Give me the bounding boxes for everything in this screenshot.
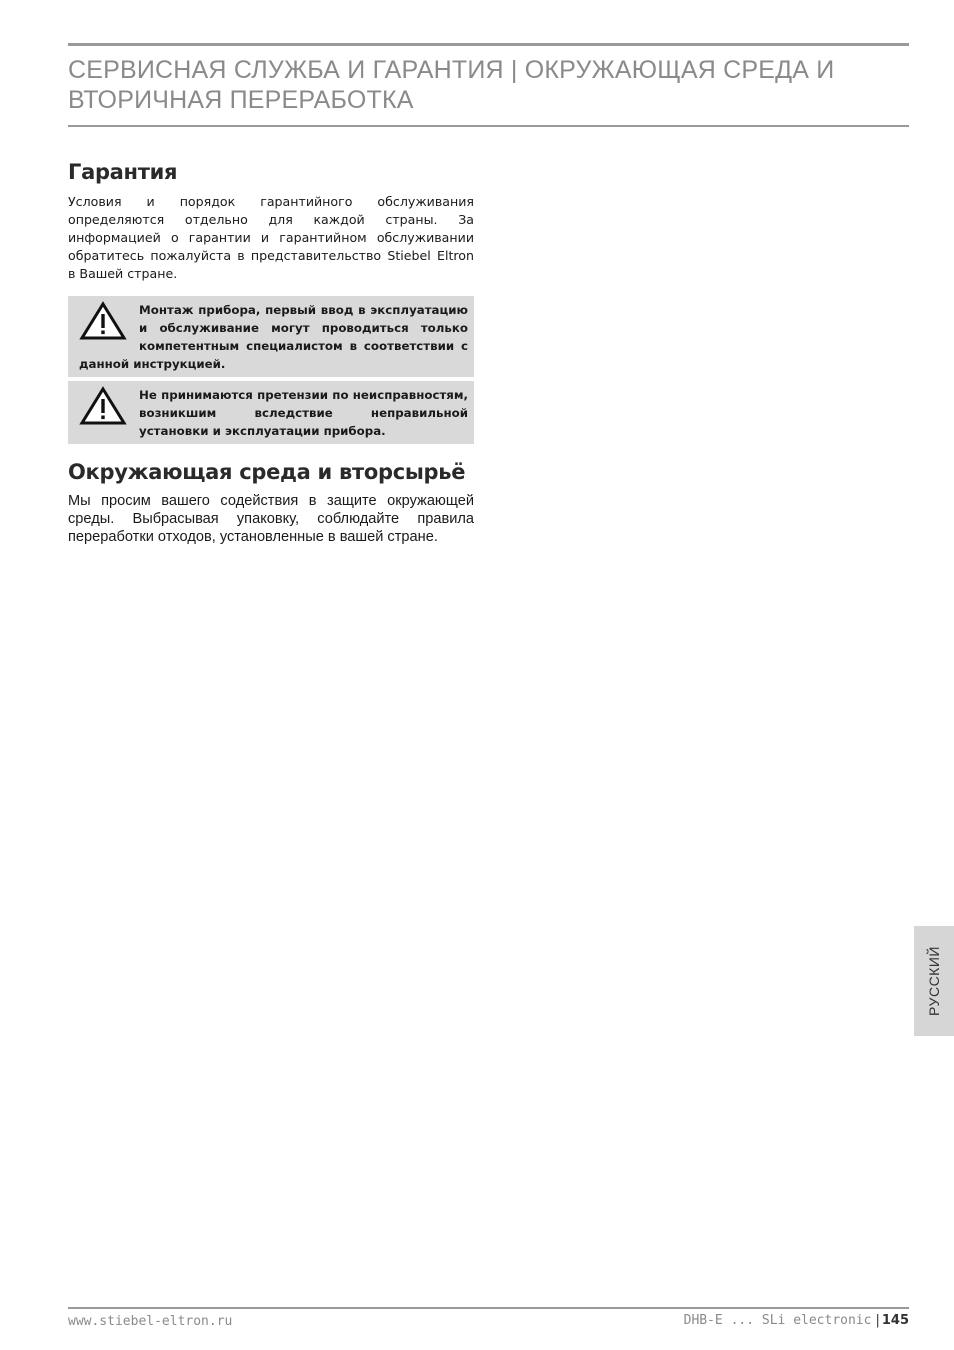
language-tab[interactable] <box>914 926 954 1036</box>
warranty-section <box>68 160 474 283</box>
footer-separator: | <box>875 1313 880 1328</box>
language-tab-label: РУССКИЙ <box>926 946 942 1016</box>
warning-text-installation: Монтаж прибора, первый ввод в эксплуатацию и обслуживание могут проводиться только компетентным специалистом в соответствии с данной инструкцией. <box>79 303 468 371</box>
header-top-rule <box>68 43 909 46</box>
footer-rule <box>68 1307 909 1309</box>
footer-model-page <box>684 1313 909 1328</box>
warning-triangle-icon <box>79 386 127 426</box>
warranty-text: Условия и порядок гарантийного обслуживания определяются отдельно для каждой страны. За информацией о гарантии и гарантийном обслуживании обратитесь пожалуйста в представительство Stiebel Eltron в Вашей стране. <box>68 194 474 281</box>
warning-box-claims <box>68 381 474 444</box>
page-header-title: СЕРВИСНАЯ СЛУЖБА И ГАРАНТИЯ | ОКРУЖАЮЩАЯ СРЕДА И ВТОРИЧНАЯ ПЕРЕРАБОТКА <box>68 56 835 114</box>
warning-box-installation <box>68 296 474 377</box>
environment-heading: Окружающая среда и вторсырьё <box>68 460 466 484</box>
warning-triangle-icon <box>79 301 127 341</box>
header-bottom-rule <box>68 125 909 127</box>
environment-text: Мы просим вашего содействия в защите окружающей среды. Выбрасывая упаковку, соблюдайте правила переработки отходов, установленные в вашей стране. <box>68 493 474 545</box>
warning-text-claims: Не принимаются претензии по неисправностям, возникшим вследствие неправильной установки и эксплуатации прибора. <box>139 388 468 438</box>
footer-model: DHB-E ... SLi electronic <box>683 1313 872 1328</box>
environment-section <box>68 460 474 546</box>
footer-website[interactable]: www.stiebel-eltron.ru <box>68 1314 233 1329</box>
page-number: 145 <box>881 1313 909 1328</box>
warranty-heading: Гарантия <box>68 160 178 184</box>
